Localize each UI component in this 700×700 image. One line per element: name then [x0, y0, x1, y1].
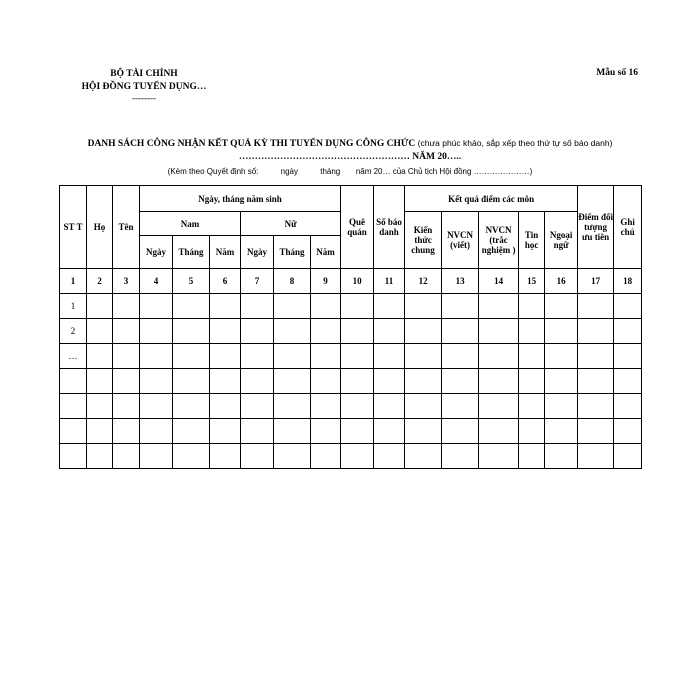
column-number: 4: [140, 269, 173, 294]
row-number: [60, 419, 87, 444]
header-nu-year: Năm: [311, 236, 341, 269]
decision-note: [56, 167, 644, 176]
table-cell: [311, 369, 341, 394]
table-cell: [274, 444, 311, 469]
table-row: [60, 369, 642, 394]
table-cell: [173, 344, 210, 369]
column-number: 7: [241, 269, 274, 294]
header-nvcn-trac-nghiem: NVCN (trắc nghiệm ): [479, 212, 519, 269]
table-cell: [545, 344, 578, 369]
table-cell: [374, 369, 405, 394]
table-cell: [140, 444, 173, 469]
table-row: [60, 319, 642, 344]
table-cell: [87, 294, 113, 319]
header-ten: Tên: [113, 186, 140, 269]
table-cell: [479, 444, 519, 469]
header-nam-day: Ngày: [140, 236, 173, 269]
table-cell: [442, 319, 479, 344]
table-cell: [210, 369, 241, 394]
header-que-quan: Quê quán: [341, 186, 374, 269]
table-cell: [578, 444, 614, 469]
table-cell: [113, 369, 140, 394]
table-cell: [405, 344, 442, 369]
table-cell: [87, 319, 113, 344]
table-cell: [545, 419, 578, 444]
header-nu: Nữ: [241, 212, 341, 236]
table-cell: [173, 294, 210, 319]
row-number: [60, 369, 87, 394]
table-cell: [113, 319, 140, 344]
table-cell: [479, 369, 519, 394]
table-cell: [545, 444, 578, 469]
table-cell: [442, 369, 479, 394]
table-cell: [241, 394, 274, 419]
table-cell: [140, 394, 173, 419]
table-cell: [519, 294, 545, 319]
agency-separator: --------: [132, 93, 156, 103]
column-number: 6: [210, 269, 241, 294]
table-cell: [578, 294, 614, 319]
note-part-4: năm 20… của Chủ tịch Hội đồng …………………): [355, 167, 533, 176]
title-year-line: ……………………………………………… NĂM 20…..: [238, 152, 462, 162]
table-cell: [374, 319, 405, 344]
table-cell: [614, 294, 642, 319]
table-cell: [241, 419, 274, 444]
column-number: 18: [614, 269, 642, 294]
table-cell: [545, 319, 578, 344]
table-cell: [140, 344, 173, 369]
table-cell: [113, 394, 140, 419]
row-number: [60, 444, 87, 469]
table-cell: [113, 419, 140, 444]
council-name: HỘI ĐỒNG TUYỂN DỤNG…: [81, 82, 207, 92]
form-number: Mẫu số 16: [596, 68, 638, 78]
table-cell: [311, 444, 341, 469]
column-number-row: [60, 269, 642, 294]
table-cell: [405, 394, 442, 419]
header-nvcn-viet: NVCN (viết): [442, 212, 479, 269]
table-cell: [341, 294, 374, 319]
table-cell: [614, 319, 642, 344]
table-cell: [405, 444, 442, 469]
table-cell: [519, 369, 545, 394]
table-cell: [578, 419, 614, 444]
table-row: [60, 419, 642, 444]
header-nam: Nam: [140, 212, 241, 236]
header-ho: Họ: [87, 186, 113, 269]
header-date-of-birth: Ngày, tháng năm sinh: [140, 186, 341, 212]
column-number: 14: [479, 269, 519, 294]
table-cell: [479, 394, 519, 419]
header-kien-thuc-chung: Kiến thức chung: [405, 212, 442, 269]
table-cell: [140, 319, 173, 344]
table-cell: [578, 319, 614, 344]
table-cell: [545, 294, 578, 319]
note-part-2: ngày: [280, 167, 298, 176]
table-cell: [241, 319, 274, 344]
table-cell: [241, 344, 274, 369]
table-cell: [442, 419, 479, 444]
table-row: [60, 444, 642, 469]
header-so-bao-danh: Số báo danh: [374, 186, 405, 269]
table-cell: [442, 394, 479, 419]
table-cell: [405, 419, 442, 444]
title-parenthetical: (chưa phúc khảo, sắp xếp theo thứ tự số báo danh): [417, 138, 613, 148]
table-row: [60, 294, 642, 319]
column-number: 3: [113, 269, 140, 294]
row-number: 1: [60, 294, 87, 319]
table-cell: [173, 369, 210, 394]
column-number: 10: [341, 269, 374, 294]
column-number: 13: [442, 269, 479, 294]
table-cell: [210, 294, 241, 319]
table-cell: [341, 444, 374, 469]
table-cell: [374, 419, 405, 444]
table-cell: [442, 294, 479, 319]
table-cell: [545, 394, 578, 419]
title-main: DANH SÁCH CÔNG NHẬN KẾT QUẢ KỲ THI TUYỂN DỤNG CÔNG CHỨC: [87, 139, 416, 149]
header-results: Kết quả điểm các môn: [405, 186, 578, 212]
row-number: …: [60, 344, 87, 369]
table-cell: [578, 344, 614, 369]
table-cell: [519, 394, 545, 419]
row-number: [60, 394, 87, 419]
table-cell: [374, 394, 405, 419]
table-cell: [274, 344, 311, 369]
header-nu-month: Tháng: [274, 236, 311, 269]
column-number: 15: [519, 269, 545, 294]
table-cell: [578, 394, 614, 419]
table-cell: [545, 369, 578, 394]
table-cell: [614, 419, 642, 444]
table-row: [60, 344, 642, 369]
column-number: 1: [60, 269, 87, 294]
column-number: 8: [274, 269, 311, 294]
results-table: [59, 185, 642, 469]
table-row: [60, 394, 642, 419]
table-cell: [519, 419, 545, 444]
table-cell: [374, 344, 405, 369]
column-number: 12: [405, 269, 442, 294]
table-cell: [614, 394, 642, 419]
row-number: 2: [60, 319, 87, 344]
table-cell: [311, 394, 341, 419]
ministry-name: BỘ TÀI CHÍNH: [110, 69, 178, 79]
table-cell: [173, 444, 210, 469]
table-cell: [614, 444, 642, 469]
table-cell: [578, 369, 614, 394]
note-part-1: (Kèm theo Quyết định số:: [167, 167, 259, 176]
table-cell: [87, 419, 113, 444]
table-cell: [113, 444, 140, 469]
column-number: 2: [87, 269, 113, 294]
table-cell: [614, 344, 642, 369]
table-cell: [140, 419, 173, 444]
table-cell: [311, 294, 341, 319]
table-cell: [113, 294, 140, 319]
table-cell: [614, 369, 642, 394]
table-cell: [274, 369, 311, 394]
header-nu-day: Ngày: [241, 236, 274, 269]
table-cell: [479, 294, 519, 319]
table-cell: [173, 394, 210, 419]
table-cell: [274, 419, 311, 444]
column-number: 16: [545, 269, 578, 294]
table-cell: [479, 419, 519, 444]
table-cell: [311, 419, 341, 444]
column-number: 5: [173, 269, 210, 294]
table-cell: [341, 394, 374, 419]
table-cell: [341, 319, 374, 344]
note-part-3: tháng: [320, 167, 341, 176]
table-cell: [479, 319, 519, 344]
table-cell: [341, 419, 374, 444]
table-cell: [405, 294, 442, 319]
table-cell: [241, 369, 274, 394]
table-cell: [519, 444, 545, 469]
table-cell: [374, 444, 405, 469]
header-nam-month: Tháng: [173, 236, 210, 269]
table-cell: [210, 419, 241, 444]
table-cell: [405, 369, 442, 394]
table-cell: [241, 444, 274, 469]
table-cell: [210, 444, 241, 469]
header-ghi-chu: Ghi chú: [614, 186, 642, 269]
document-title: [56, 137, 644, 164]
table-cell: [173, 319, 210, 344]
table-cell: [311, 319, 341, 344]
table-cell: [210, 394, 241, 419]
table-cell: [519, 319, 545, 344]
table-cell: [113, 344, 140, 369]
header-ngoai-ngu: Ngoại ngữ: [545, 212, 578, 269]
header-nam-year: Năm: [210, 236, 241, 269]
table-cell: [274, 294, 311, 319]
table-cell: [311, 344, 341, 369]
table-cell: [374, 294, 405, 319]
table-cell: [140, 369, 173, 394]
agency-block: [64, 68, 224, 102]
header-stt: ST T: [60, 186, 87, 269]
table-cell: [210, 344, 241, 369]
table-cell: [241, 294, 274, 319]
column-number: 9: [311, 269, 341, 294]
column-number: 11: [374, 269, 405, 294]
table-cell: [405, 319, 442, 344]
table-cell: [274, 394, 311, 419]
table-cell: [479, 344, 519, 369]
header-tin-hoc: Tin học: [519, 212, 545, 269]
table-cell: [442, 344, 479, 369]
table-cell: [140, 294, 173, 319]
table-cell: [87, 369, 113, 394]
table-cell: [210, 319, 241, 344]
table-cell: [519, 344, 545, 369]
table-cell: [341, 369, 374, 394]
header-uu-tien: Điểm đối tượng ưu tiên: [578, 186, 614, 269]
column-number: 17: [578, 269, 614, 294]
table-cell: [442, 444, 479, 469]
table-cell: [274, 319, 311, 344]
table-cell: [173, 419, 210, 444]
table-cell: [87, 344, 113, 369]
table-cell: [87, 394, 113, 419]
table-cell: [87, 444, 113, 469]
table-cell: [341, 344, 374, 369]
